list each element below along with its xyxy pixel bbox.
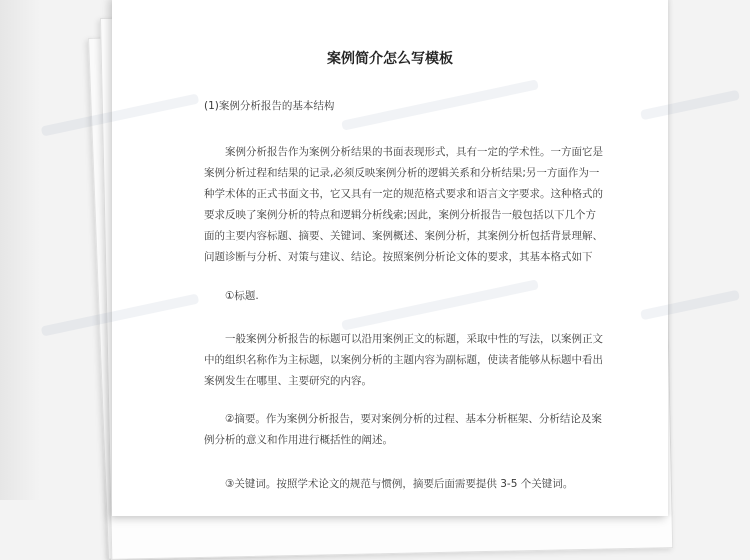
document-page	[112, 0, 668, 516]
background-edge	[0, 0, 40, 500]
body-paragraph: 一般案例分析报告的标题可以沿用案例正文的标题，采取中性的写法，以案例正文中的组织名称作为主标题，以案例分析的主题内容为副标题，使读者能够从标题中看出案例发生在哪里、主要研究的内容。	[204, 333, 603, 387]
document-title: 案例简介怎么写模板	[327, 51, 453, 67]
subheading-title: ①标题.	[225, 290, 259, 302]
body-paragraph: ③关键词。按照学术论文的规范与惯例，摘要后面需要提供 3-5 个关键词。	[225, 478, 574, 490]
body-paragraph: ②摘要。作为案例分析报告，要对案例分析的过程、基本分析框架、分析结论及案例分析的意义和作用进行概括性的阐述。	[204, 413, 602, 446]
body-paragraph: 案例分析报告作为案例分析结果的书面表现形式，具有一定的学术性。一方面它是案例分析过程和结果的记录,必须反映案例分析的逻辑关系和分析结果;另一方面作为一种学术体的正式书面文书，它又具有一定的规范格式要求和语言文字要求。这种格式的要求反映了案例分析的特点和逻辑分析线索;因此，案例分析报告一般包括以下几个方面的主要内容标题、摘要、关键词、案例概述、案例分析，其案例分析包括背景理解、问题诊断与分析、对策与建议、结论。按照案例分析论文体的要求，其基本格式如下	[204, 146, 603, 263]
section-heading: (1)案例分析报告的基本结构	[204, 100, 335, 112]
